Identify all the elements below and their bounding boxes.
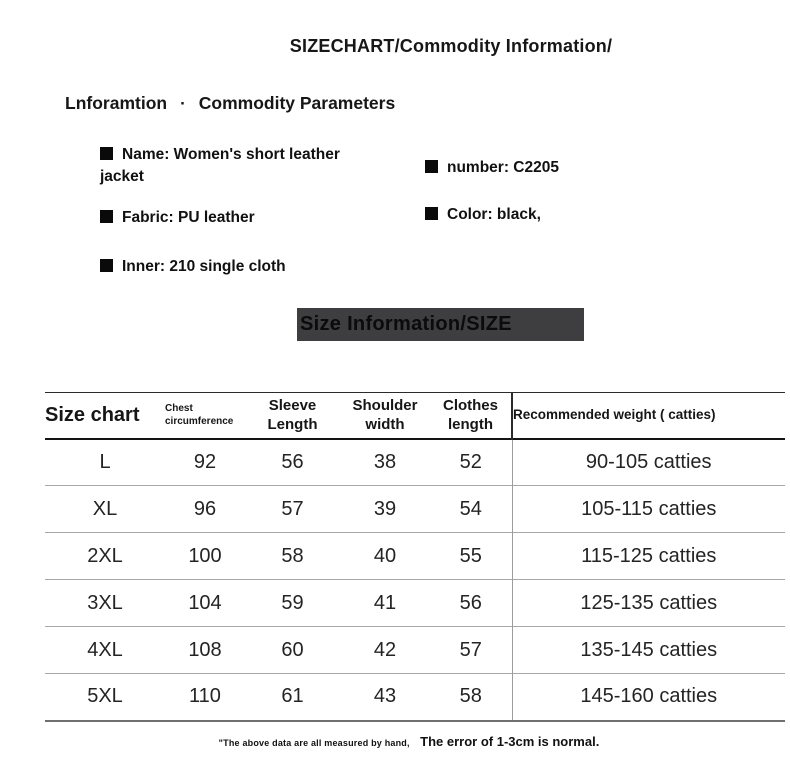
cell-weight: 145-160 catties	[580, 685, 718, 708]
cell-size: 4XL	[87, 638, 123, 661]
cell-sleeve: 57	[281, 497, 304, 520]
cell-clothes: 56	[430, 580, 512, 627]
size-table	[45, 392, 785, 722]
cell-weight: 115-125 catties	[581, 544, 717, 567]
cell-weight: 135-145 catties	[580, 638, 718, 661]
param-color-label: Color: black,	[447, 206, 541, 223]
section-heading-right: Commodity Parameters	[198, 93, 396, 113]
cell-size: XL	[92, 497, 118, 520]
table-row	[45, 533, 785, 580]
cell-shoulder: 41	[373, 591, 397, 614]
cell-shoulder: 42	[373, 638, 397, 661]
cell-weight: 105-115 catties	[581, 497, 717, 520]
cell-size: 3XL	[87, 591, 123, 614]
param-name-label: Name: Women's short leather jacket	[100, 146, 340, 185]
cell-chest: 92	[193, 450, 217, 473]
table-row	[45, 439, 785, 486]
table-row	[45, 627, 785, 674]
cell-size: 2XL	[87, 544, 123, 567]
cell-sleeve: 60	[281, 638, 304, 661]
cell-clothes: 52	[430, 439, 512, 486]
cell-clothes: 54	[430, 486, 512, 533]
section-heading-left: Lnforamtion	[65, 93, 168, 113]
param-number-label: number: C2205	[447, 159, 559, 176]
col-header-size-chart: Size chart	[45, 403, 140, 426]
table-row	[45, 486, 785, 533]
black-square-bullet-icon	[425, 160, 438, 173]
col-header-sleeve-length: Sleeve Length	[267, 396, 318, 434]
param-color	[425, 204, 541, 226]
cell-chest: 96	[193, 497, 217, 520]
cell-size: 5XL	[87, 685, 123, 708]
param-inner-label: Inner: 210 single cloth	[122, 258, 286, 275]
cell-weight: 90-105 catties	[585, 450, 712, 473]
black-square-bullet-icon	[100, 259, 113, 272]
cell-size: L	[99, 450, 111, 473]
cell-sleeve: 58	[281, 544, 304, 567]
cell-chest: 104	[188, 591, 222, 614]
cell-shoulder: 39	[373, 497, 397, 520]
cell-chest: 108	[188, 638, 222, 661]
cell-sleeve: 56	[281, 450, 304, 473]
cell-clothes: 55	[430, 533, 512, 580]
cell-sleeve: 61	[281, 685, 304, 708]
cell-clothes: 57	[430, 627, 512, 674]
param-name	[100, 144, 368, 187]
footnote-prefix: "The above data are all measured by hand,	[218, 738, 410, 748]
cell-shoulder: 40	[373, 544, 397, 567]
table-row	[45, 674, 785, 721]
param-fabric-label: Fabric: PU leather	[122, 209, 255, 226]
cell-shoulder: 38	[373, 450, 397, 473]
footnote-main: The error of 1-3cm is normal.	[420, 734, 600, 749]
cell-shoulder: 43	[373, 685, 397, 708]
col-header-chest-circumference: Chest circumference	[165, 402, 234, 428]
cell-chest: 110	[189, 685, 221, 708]
black-square-bullet-icon	[425, 207, 438, 220]
param-inner	[100, 256, 286, 278]
table-row	[45, 580, 785, 627]
dot-separator-icon: ·	[180, 94, 186, 113]
col-header-recommended-weight: Recommended weight ( catties)	[513, 407, 716, 423]
footnote	[0, 733, 790, 751]
size-information-banner: Size Information/SIZE	[297, 308, 584, 341]
section-heading	[65, 93, 395, 114]
col-header-clothes-length: Clothes length	[430, 393, 512, 439]
param-number	[425, 157, 559, 179]
black-square-bullet-icon	[100, 147, 113, 160]
param-fabric	[100, 207, 255, 229]
cell-chest: 100	[188, 544, 222, 567]
page-title: SIZECHART/Commodity Information/	[289, 36, 613, 56]
cell-clothes: 58	[430, 674, 512, 721]
cell-sleeve: 59	[281, 591, 304, 614]
black-square-bullet-icon	[100, 210, 113, 223]
col-header-shoulder-width: Shoulder width	[352, 396, 418, 434]
cell-weight: 125-135 catties	[580, 591, 718, 614]
table-header-row	[45, 393, 785, 439]
